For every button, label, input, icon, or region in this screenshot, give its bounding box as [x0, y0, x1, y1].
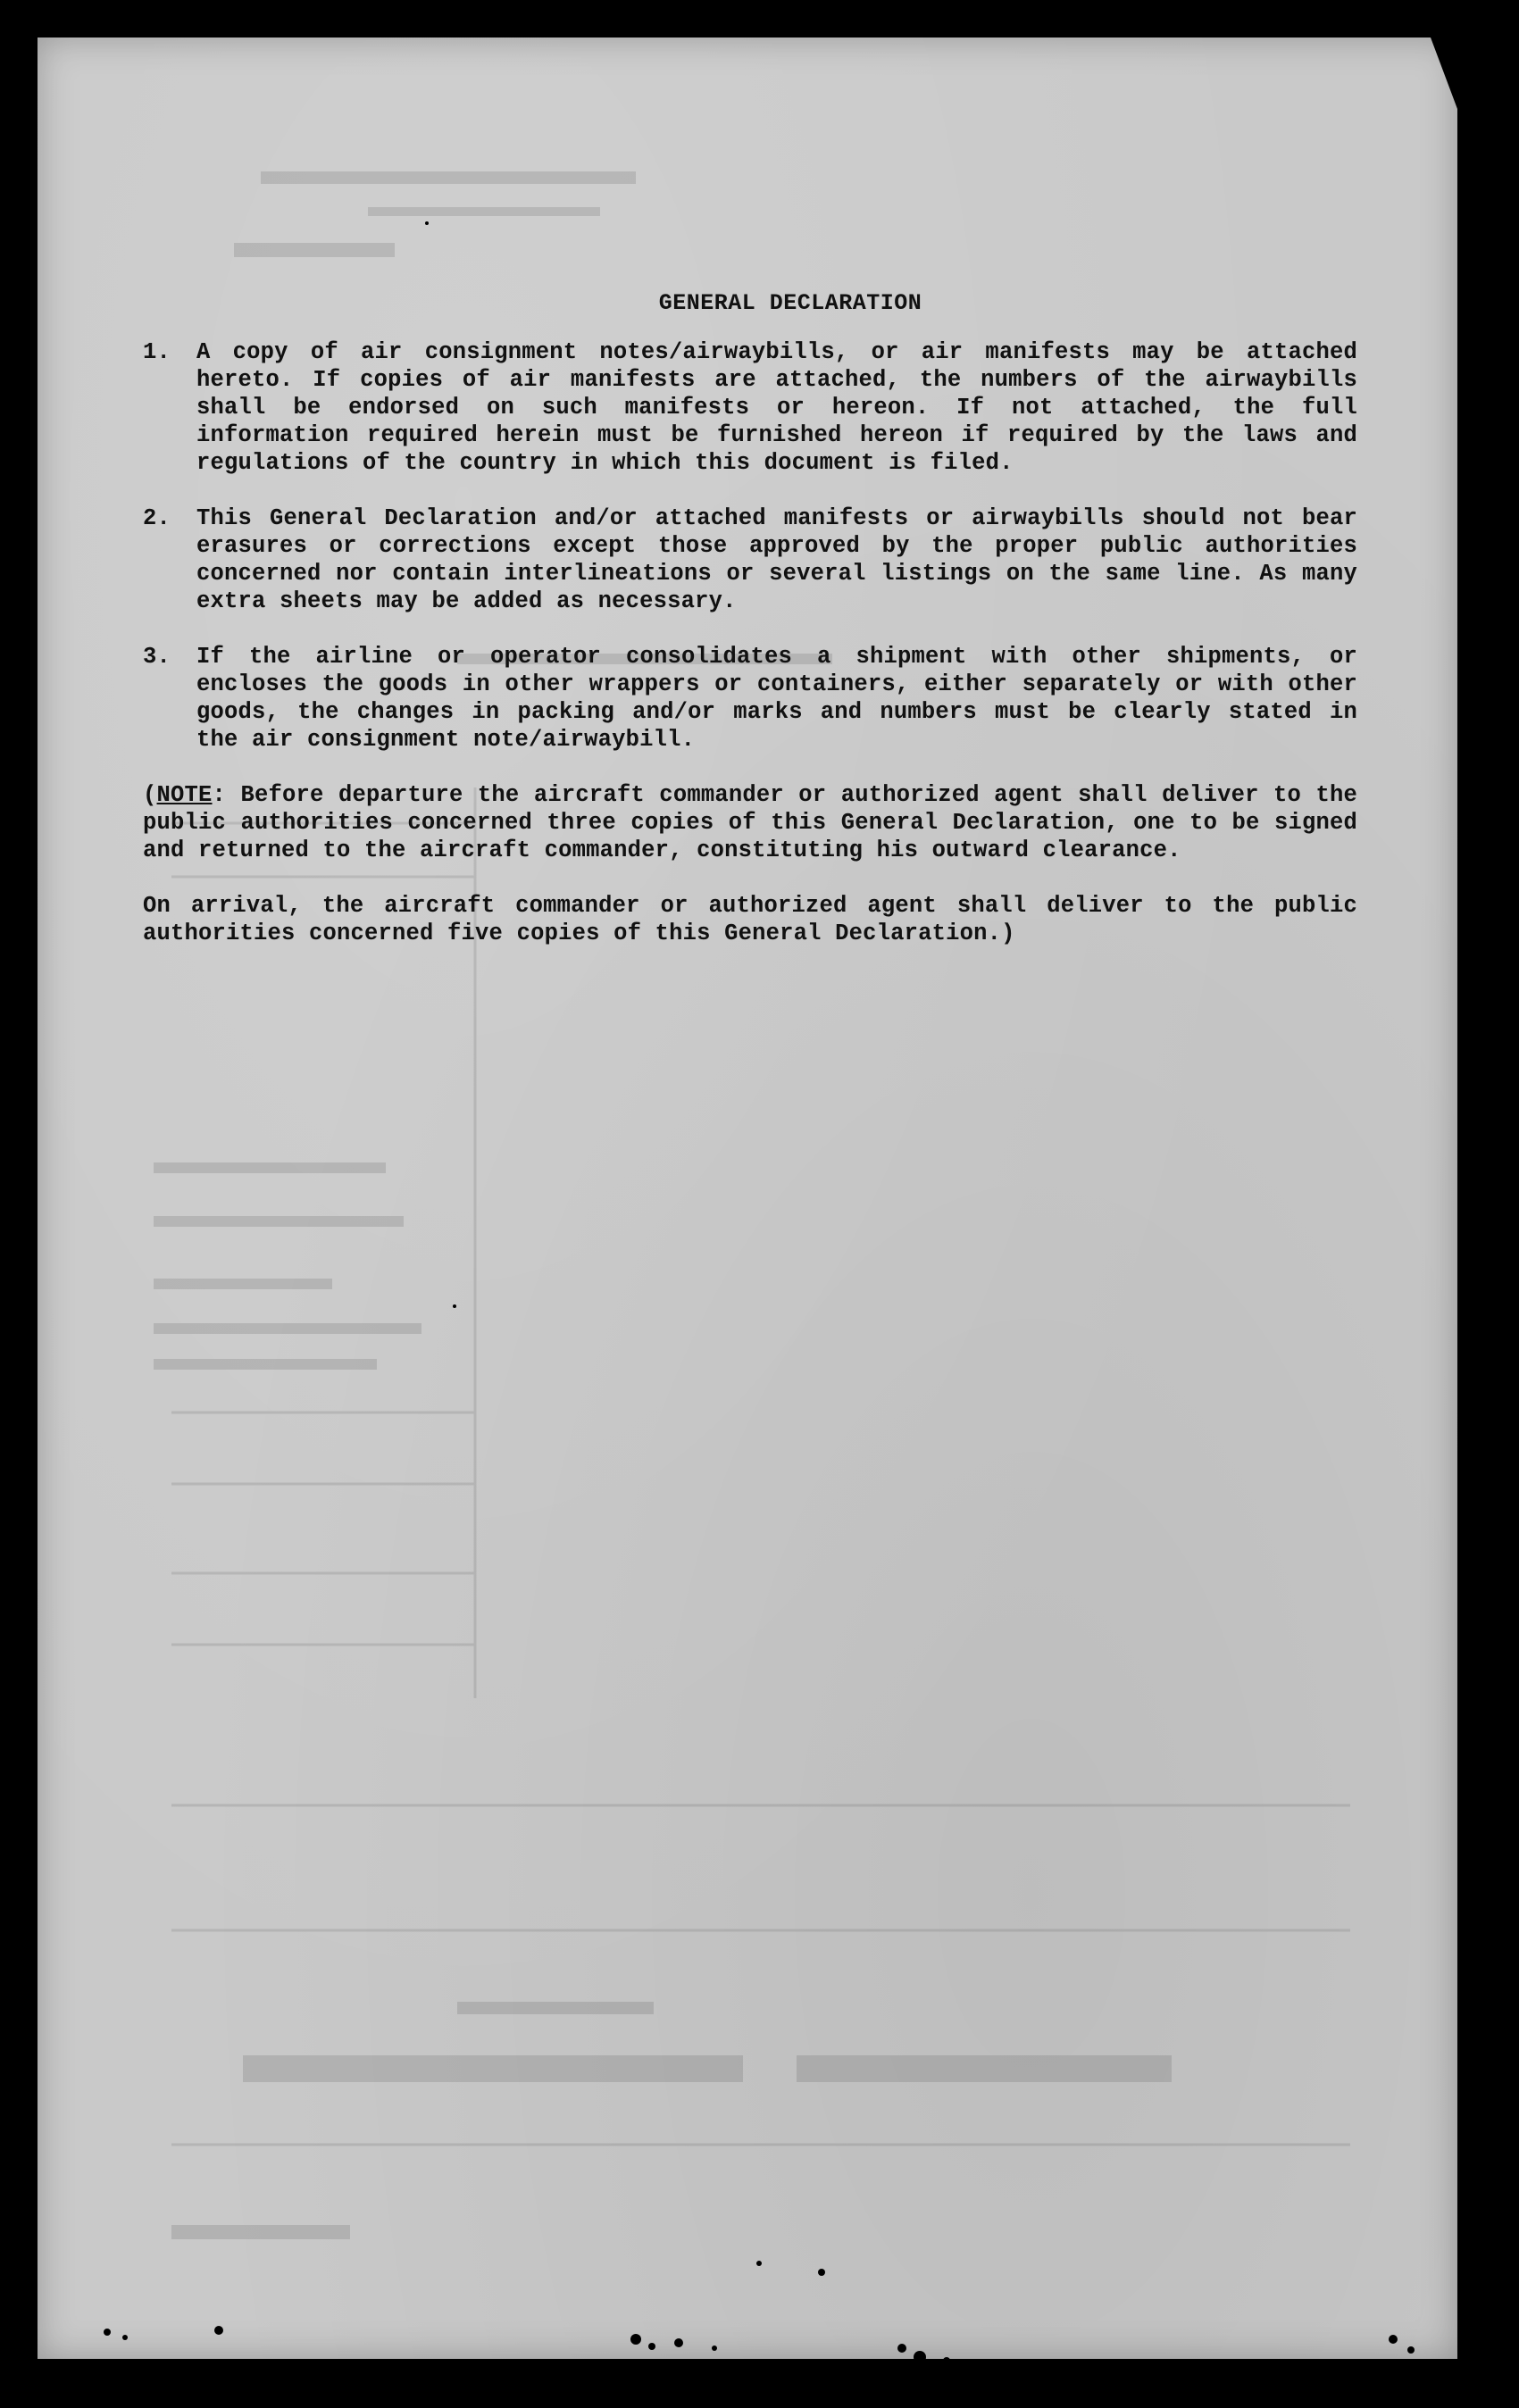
- list-item: [143, 338, 1357, 477]
- page-corner-fold: [1431, 37, 1457, 109]
- note-paragraph: [143, 781, 1357, 864]
- item-number: 1.: [143, 339, 171, 365]
- note-label: NOTE: [156, 782, 213, 808]
- document-title: GENERAL DECLARATION: [658, 290, 922, 316]
- note-text: Before departure the aircraft commander or authorized agent shall deliver to the public authorities concerned three copies of this General Declaration, one to be signed and returned to the aircraft commander, constituting his outward clearance.: [143, 782, 1357, 863]
- arrival-paragraph: On arrival, the aircraft commander or authorized agent shall deliver to the public authorities concerned five copies of this General Declaration.): [143, 893, 1357, 946]
- item-number: 3.: [143, 644, 171, 670]
- list-item: [143, 504, 1357, 615]
- item-text: A copy of air consignment notes/airwaybills, or air manifests may be attached hereto. If copies of air manifests are attached, the numbers of the airwaybills shall be endorsed on such manifests or hereon. If not attached, the full information required herein must be furnished hereon if required by the laws and regulations of the country in which this document is filed.: [196, 339, 1357, 476]
- document-page: [38, 37, 1457, 2359]
- item-text: This General Declaration and/or attached manifests or airwaybills should not bear erasures or corrections except those approved by the proper public authorities concerned nor contain interlineations or several listings on the same line. As many extra sheets may be added as necessary.: [196, 505, 1357, 614]
- item-text: If the airline or operator consolidates a shipment with other shipments, or encloses the goods in other wrappers or containers, either separately or with other goods, the changes in packing and/or marks and numbers must be clearly stated in the air consignment note/airwaybill.: [196, 644, 1357, 753]
- note-colon: :: [212, 782, 227, 808]
- list-item: [143, 643, 1357, 754]
- declaration-text-block: [143, 289, 1357, 947]
- item-number: 2.: [143, 505, 171, 531]
- note-open-paren: (: [143, 782, 157, 808]
